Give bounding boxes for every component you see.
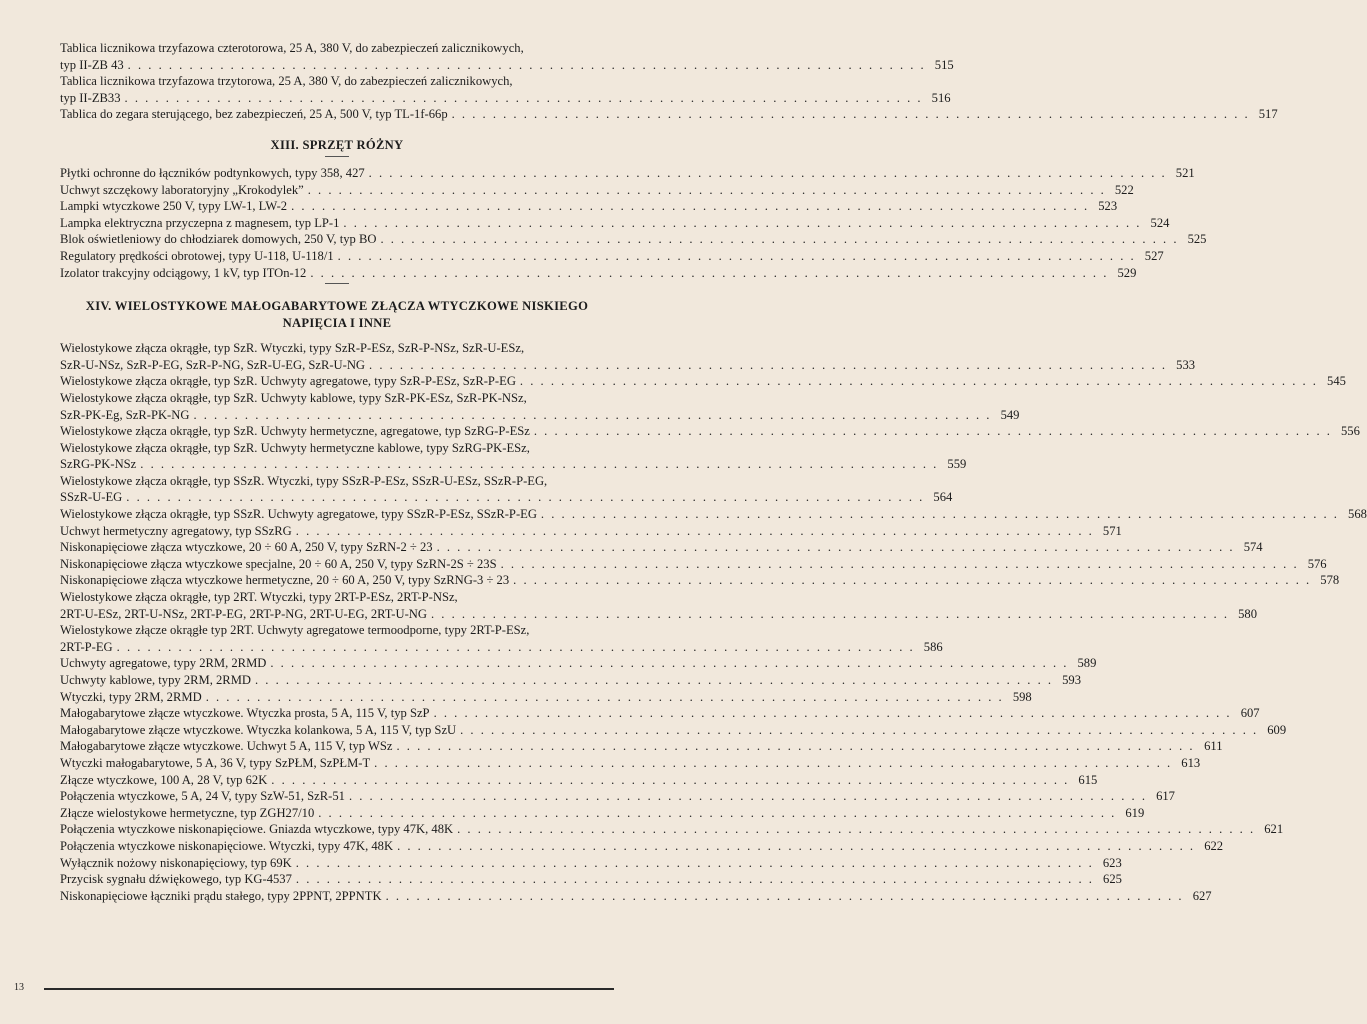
toc-entry	[60, 888, 1212, 905]
toc-entry-title: Połączenia wtyczkowe, 5 A, 24 V, typy SzW-51, SzR-51	[60, 789, 345, 804]
toc-entry-title: Izolator trakcyjny odciągowy, 1 kV, typ ITOn-12	[60, 265, 307, 280]
toc-entry-page: 622	[1204, 838, 1224, 853]
dot-leader: . . . . . . . . . . . . . . . . . . . . . . . . . . . . . . . . . . . . . . . . . . . . . . . . . . . . . . . . . . . . . . . . . . . . . . . . . . . . . .	[205, 689, 1004, 704]
dot-leader: . . . . . . . . . . . . . . . . . . . . . . . . . . . . . . . . . . . . . . . . . . . . . . . . . . . . . . . . . . . . . . . . . . . . . . . . . . . . . .	[255, 673, 1054, 687]
toc-entry-title: Uchwyt szczękowy laboratoryjny „Krokodylek”	[60, 182, 304, 197]
toc-entry-page: 556	[1341, 424, 1360, 439]
page-number: 13	[14, 982, 24, 993]
toc-entry-page: 516	[931, 90, 951, 105]
toc-entry-title: typ II-ZB 43	[60, 57, 124, 72]
toc-entry	[60, 805, 1145, 822]
dot-leader: . . . . . . . . . . . . . . . . . . . . . . . . . . . . . . . . . . . . . . . . . . . . . . . . . . . . . . . . . . . . . . . . . . . . . . . . . . . . . .	[436, 540, 1235, 555]
toc-entry	[60, 390, 1020, 423]
dot-leader: . . . . . . . . . . . . . . . . . . . . . . . . . . . . . . . . . . . . . . . . . . . . . . . . . . . . . . . . . . . . . . . . . . . . . . . . . . . . . .	[500, 556, 1299, 571]
toc-entry-title: Przycisk sygnału dźwiękowego, typ KG-4537	[60, 872, 292, 887]
toc-entry	[60, 705, 1260, 722]
toc-entry-page: 613	[1181, 755, 1201, 770]
toc-entry	[60, 106, 1278, 123]
toc-entry-title: 2RT-U-ESz, 2RT-U-NSz, 2RT-P-EG, 2RT-P-NG, 2RT-U-EG, 2RT-U-NG	[60, 606, 427, 621]
dot-leader: . . . . . . . . . . . . . . . . . . . . . . . . . . . . . . . . . . . . . . . . . . . . . . . . . . . . . . . . . . . . . . . . . . . . . . . . . . . . . .	[295, 872, 1094, 887]
toc-entry	[60, 655, 1097, 672]
toc-entry-title: Wielostykowe złącza okrągłe, typ SzR. Uchwyty hermetyczne, agregatowe, typ SzRG-P-ESz	[60, 424, 530, 439]
toc-section-xiv	[60, 340, 1367, 904]
toc-entry	[60, 572, 1340, 589]
section-heading-xiv-line1: XIV. WIELOSTYKOWE MAŁOGABARYTOWE ZŁĄCZA WTYCZKOWE NISKIEGO	[85, 299, 589, 314]
toc-entry-title: Uchwyty agregatowe, typy 2RM, 2RMD	[60, 656, 267, 671]
toc-entry	[60, 198, 1118, 215]
toc-entry	[60, 738, 1223, 755]
toc-entry	[60, 689, 1032, 706]
toc-entry-title: Wielostykowe złącza okrągłe, typ SSzR. Uchwyty agregatowe, typy SSzR-P-ESz, SSzR-P-EG	[60, 507, 537, 522]
toc-entry-title: Regulatory prędkości obrotowej, typy U-118, U-118/1	[60, 248, 334, 263]
toc-entry	[60, 165, 1195, 182]
toc-entry	[60, 182, 1134, 199]
toc-entry-title: SSzR-U-EG	[60, 490, 123, 505]
dot-leader: . . . . . . . . . . . . . . . . . . . . . . . . . . . . . . . . . . . . . . . . . . . . . . . . . . . . . . . . . . . . . . . . . . . . . . . . . . . . . .	[270, 656, 1069, 671]
dot-leader: . . . . . . . . . . . . . . . . . . . . . . . . . . . . . . . . . . . . . . . . . . . . . . . . . . . . . . . . . . . . . . . . . . . . . . . . . . . . . .	[307, 182, 1106, 197]
toc-entry	[60, 473, 953, 506]
toc-entry-title: SzR-U-NSz, SzR-P-EG, SzR-P-NG, SzR-U-EG, SzR-U-NG	[60, 357, 366, 372]
toc-column	[60, 40, 1367, 904]
toc-entry-title-line: Tablica licznikowa trzyfazowa czterotorowa, 25 A, 380 V, do zabezpieczeń zalicznikowych,	[60, 41, 524, 55]
footer-rule	[44, 988, 614, 990]
toc-entry	[60, 871, 1122, 888]
toc-entry-page: 609	[1267, 722, 1287, 737]
dot-leader: . . . . . . . . . . . . . . . . . . . . . . . . . . . . . . . . . . . . . . . . . . . . . . . . . . . . . . . . . . . . . . . . . . . . . . . . . . . . . .	[271, 772, 1070, 787]
dot-leader: . . . . . . . . . . . . . . . . . . . . . . . . . . . . . . . . . . . . . . . . . . . . . . . . . . . . . . . . . . . . . . . . . . . . . . . . . . . . . .	[533, 424, 1332, 439]
dot-leader: . . . . . . . . . . . . . . . . . . . . . . . . . . . . . . . . . . . . . . . . . . . . . . . . . . . . . . . . . . . . . . . . . . . . . . . . . . . . . .	[116, 639, 915, 654]
toc-entry-page: 525	[1187, 232, 1207, 247]
dot-leader: . . . . . . . . . . . . . . . . . . . . . . . . . . . . . . . . . . . . . . . . . . . . . . . . . . . . . . . . . . . . . . . . . . . . . . . . . . . . . .	[295, 855, 1094, 870]
toc-entry-title: 2RT-P-EG	[60, 639, 113, 654]
toc-entry-title: Złącze wtyczkowe, 100 A, 28 V, typ 62K	[60, 772, 268, 787]
toc-entry	[60, 589, 1257, 622]
dot-leader: . . . . . . . . . . . . . . . . . . . . . . . . . . . . . . . . . . . . . . . . . . . . . . . . . . . . . . . . . . . . . . . . . . . . . . . . . . . . . .	[513, 573, 1312, 588]
dot-leader: . . . . . . . . . . . . . . . . . . . . . . . . . . . . . . . . . . . . . . . . . . . . . . . . . . . . . . . . . . . . . . . . . . . . . . . . . . . . . .	[343, 215, 1142, 230]
toc-entry-title: Niskonapięciowe złącza wtyczkowe hermetyczne, 20 ÷ 60 A, 250 V, typy SzRNG-3 ÷ 23	[60, 573, 510, 588]
toc-entry	[60, 838, 1224, 855]
toc-entry	[60, 40, 954, 73]
toc-entry-title: Uchwyty kablowe, typy 2RM, 2RMD	[60, 673, 251, 687]
toc-entry-title-line: Wielostykowe złącza okrągłe, typ 2RT. Wtyczki, typy 2RT-P-ESz, 2RT-P-NSz,	[60, 590, 458, 605]
toc-entry	[60, 73, 951, 106]
dot-leader: . . . . . . . . . . . . . . . . . . . . . . . . . . . . . . . . . . . . . . . . . . . . . . . . . . . . . . . . . . . . . . . . . . . . . . . . . . . . . .	[396, 739, 1195, 754]
dot-leader: . . . . . . . . . . . . . . . . . . . . . . . . . . . . . . . . . . . . . . . . . . . . . . . . . . . . . . . . . . . . . . . . . . . . . . . . . . . . . .	[460, 722, 1259, 737]
toc-entry-title: Złącze wielostykowe hermetyczne, typ ZGH27/10	[60, 805, 315, 820]
dot-leader: . . . . . . . . . . . . . . . . . . . . . . . . . . . . . . . . . . . . . . . . . . . . . . . . . . . . . . . . . . . . . . . . . . . . . . . . . . . . . .	[385, 888, 1184, 903]
toc-entry-page: 576	[1307, 556, 1327, 571]
toc-entry-title: Tablica do zegara sterującego, bez zabezpieczeń, 25 A, 500 V, typ TL-1f-66p	[60, 107, 448, 122]
toc-entry-title: SzRG-PK-NSz	[60, 457, 137, 472]
toc-entry-page: 559	[947, 457, 967, 472]
toc-entry-title: Małogabarytowe złącze wtyczkowe. Wtyczka kolankowa, 5 A, 115 V, typ SzU	[60, 722, 457, 737]
toc-entry-title: Wtyczki małogabarytowe, 5 A, 36 V, typy SzPŁM, SzPŁM-T	[60, 755, 371, 770]
toc-entry-page: 580	[1238, 606, 1257, 621]
toc-entry-page: 586	[923, 639, 943, 654]
toc-entry	[60, 855, 1122, 872]
toc-entry-title: Małogabarytowe złącze wtyczkowe. Wtyczka prosta, 5 A, 115 V, typ SzP	[60, 706, 430, 721]
toc-entry-page: 533	[1176, 357, 1196, 372]
toc-entry-title: Niskonapięciowe łączniki prądu stałego, typy 2PPNT, 2PPNTK	[60, 888, 382, 903]
toc-entry-title-line: Wielostykowe złącza okrągłe, typ SSzR. Wtyczki, typy SSzR-P-ESz, SSzR-U-ESz, SSzR-P-EG,	[60, 473, 548, 488]
toc-entry-page: 564	[933, 490, 953, 505]
toc-entry	[60, 423, 1360, 440]
toc-entry-page: 623	[1102, 855, 1122, 870]
toc-entry	[60, 231, 1207, 248]
toc-entry-title: Płytki ochronne do łączników podtynkowych, typy 358, 427	[60, 165, 365, 180]
toc-entry-page: 515	[934, 57, 954, 72]
toc-entry-title-line: Wielostykowe złącza okrągłe, typ SzR. Wtyczki, typy SzR-P-ESz, SzR-P-NSz, SzR-U-ESz,	[60, 341, 525, 356]
toc-entry-title: Małogabarytowe złącze wtyczkowe. Uchwyt 5 A, 115 V, typ WSz	[60, 739, 393, 754]
toc-entry	[60, 539, 1263, 556]
toc-entry	[60, 506, 1367, 523]
toc-entry-title: Wtyczki, typy 2RM, 2RMD	[60, 689, 202, 704]
dot-leader: . . . . . . . . . . . . . . . . . . . . . . . . . . . . . . . . . . . . . . . . . . . . . . . . . . . . . . . . . . . . . . . . . . . . . . . . . . . . . .	[126, 490, 925, 505]
section-heading-xiii: XIII. SPRZĘT RÓŻNY	[270, 137, 404, 152]
dot-leader: . . . . . . . . . . . . . . . . . . . . . . . . . . . . . . . . . . . . . . . . . . . . . . . . . . . . . . . . . . . . . . . . . . . . . . . . . . . . . .	[124, 90, 923, 105]
toc-entry-page: 521	[1175, 165, 1195, 180]
toc-entry-page: 625	[1103, 872, 1122, 887]
toc-entry-page: 524	[1150, 215, 1170, 230]
toc-entry-page: 549	[1000, 407, 1020, 422]
toc-block-tables	[60, 40, 1278, 123]
toc-entry-page: 522	[1114, 182, 1134, 197]
toc-entry	[60, 788, 1175, 805]
dot-leader: . . . . . . . . . . . . . . . . . . . . . . . . . . . . . . . . . . . . . . . . . . . . . . . . . . . . . . . . . . . . . . . . . . . . . . . . . . . . . .	[127, 57, 926, 72]
toc-entry-page: 578	[1320, 573, 1340, 588]
toc-entry-title-line: Wielostykowe złącza okrągłe, typ SzR. Uchwyty kablowe, typy SzR-PK-ESz, SzR-PK-NSz,	[60, 390, 527, 405]
toc-entry	[60, 265, 1137, 282]
dot-leader: . . . . . . . . . . . . . . . . . . . . . . . . . . . . . . . . . . . . . . . . . . . . . . . . . . . . . . . . . . . . . . . . . . . . . . . . . . . . . .	[140, 457, 939, 472]
toc-entry	[60, 440, 967, 473]
dot-leader: . . . . . . . . . . . . . . . . . . . . . . . . . . . . . . . . . . . . . . . . . . . . . . . . . . . . . . . . . . . . . . . . . . . . . . . . . . . . . .	[457, 822, 1256, 837]
toc-entry-page: 589	[1077, 656, 1097, 671]
toc-entry-title: Połączenia wtyczkowe niskonapięciowe. Gniazda wtyczkowe, typy 47K, 48K	[60, 822, 454, 837]
toc-entry-page: 545	[1327, 374, 1346, 389]
dot-leader: . . . . . . . . . . . . . . . . . . . . . . . . . . . . . . . . . . . . . . . . . . . . . . . . . . . . . . . . . . . . . . . . . . . . . . . . . . . . . .	[433, 706, 1232, 721]
dot-leader: . . . . . . . . . . . . . . . . . . . . . . . . . . . . . . . . . . . . . . . . . . . . . . . . . . . . . . . . . . . . . . . . . . . . . . . . . . . . . .	[295, 523, 1094, 538]
toc-entry-page: 615	[1078, 772, 1098, 787]
toc-entry-page: 527	[1144, 248, 1164, 263]
dot-leader: . . . . . . . . . . . . . . . . . . . . . . . . . . . . . . . . . . . . . . . . . . . . . . . . . . . . . . . . . . . . . . . . . . . . . . . . . . . . . .	[318, 805, 1117, 820]
toc-entry	[60, 373, 1346, 390]
toc-entry-title: Niskonapięciowe złącza wtyczkowe specjalne, 20 ÷ 60 A, 250 V, typy SzRN-2S ÷ 23S	[60, 556, 497, 571]
toc-entry-page: 617	[1156, 789, 1175, 804]
toc-entry-page: 619	[1125, 805, 1145, 820]
section-heading-xiv-line2: NAPIĘCIA I INNE	[282, 316, 392, 331]
dot-leader: . . . . . . . . . . . . . . . . . . . . . . . . . . . . . . . . . . . . . . . . . . . . . . . . . . . . . . . . . . . . . . . . . . . . . . . . . . . . . .	[397, 838, 1196, 853]
toc-entry	[60, 523, 1122, 540]
toc-entry-page: 517	[1258, 107, 1278, 122]
dot-leader: . . . . . . . . . . . . . . . . . . . . . . . . . . . . . . . . . . . . . . . . . . . . . . . . . . . . . . . . . . . . . . . . . . . . . . . . . . . . . .	[368, 165, 1167, 180]
toc-entry-title: Wyłącznik nożowy niskonapięciowy, typ 69K	[60, 855, 292, 870]
toc-entry-title: Lampki wtyczkowe 250 V, typy LW-1, LW-2	[60, 199, 288, 214]
dot-leader: . . . . . . . . . . . . . . . . . . . . . . . . . . . . . . . . . . . . . . . . . . . . . . . . . . . . . . . . . . . . . . . . . . . . . . . . . . . . . .	[310, 265, 1109, 280]
toc-entry-title: SzR-PK-Eg, SzR-PK-NG	[60, 407, 190, 422]
toc-entry	[60, 215, 1170, 232]
dot-leader: . . . . . . . . . . . . . . . . . . . . . . . . . . . . . . . . . . . . . . . . . . . . . . . . . . . . . . . . . . . . . . . . . . . . . . . . . . . . . .	[451, 107, 1250, 122]
dot-leader: . . . . . . . . . . . . . . . . . . . . . . . . . . . . . . . . . . . . . . . . . . . . . . . . . . . . . . . . . . . . . . . . . . . . . . . . . . . . . .	[540, 507, 1339, 522]
toc-entry-page: 598	[1012, 689, 1032, 704]
toc-entry-page: 611	[1204, 739, 1223, 754]
toc-entry	[60, 556, 1327, 573]
toc-entry	[60, 248, 1164, 265]
toc-entry	[60, 722, 1287, 739]
toc-entry-title: Niskonapięciowe złącza wtyczkowe, 20 ÷ 60 A, 250 V, typy SzRN-2 ÷ 23	[60, 540, 433, 555]
toc-entry-title: typ II-ZB33	[60, 90, 121, 105]
toc-entry-title-line: Wielostykowe złącze okrągłe typ 2RT. Uchwyty agregatowe termoodporne, typy 2RT-P-ESz,	[60, 623, 530, 638]
dot-leader: . . . . . . . . . . . . . . . . . . . . . . . . . . . . . . . . . . . . . . . . . . . . . . . . . . . . . . . . . . . . . . . . . . . . . . . . . . . . . .	[348, 789, 1147, 804]
toc-entry-title: Blok oświetleniowy do chłodziarek domowych, 250 V, typ BO	[60, 232, 377, 247]
toc-entry	[60, 821, 1284, 838]
toc-section-xiii	[60, 165, 1207, 281]
toc-entry	[60, 672, 1082, 689]
dot-leader: . . . . . . . . . . . . . . . . . . . . . . . . . . . . . . . . . . . . . . . . . . . . . . . . . . . . . . . . . . . . . . . . . . . . . . . . . . . . . .	[430, 606, 1229, 621]
toc-entry-page: 627	[1192, 888, 1212, 903]
toc-entry-title: Lampka elektryczna przyczepna z magnesem, typ LP-1	[60, 215, 340, 230]
toc-entry-title: Uchwyt hermetyczny agregatowy, typ SSzRG	[60, 523, 292, 538]
toc-entry	[60, 340, 1196, 373]
toc-entry-title: Połączenia wtyczkowe niskonapięciowe. Wtyczki, typy 47K, 48K	[60, 838, 394, 853]
toc-entry-page: 607	[1240, 706, 1260, 721]
toc-entry	[60, 772, 1098, 789]
toc-entry-page: 593	[1062, 673, 1082, 687]
toc-entry-page: 621	[1264, 822, 1284, 837]
toc-entry-title-line: Tablica licznikowa trzyfazowa trzytorowa, 25 A, 380 V, do zabezpieczeń zalicznikowych,	[60, 74, 513, 89]
toc-entry-title-line: Wielostykowe złącza okrągłe, typ SzR. Uchwyty hermetyczne kablowe, typy SzRG-PK-ESz,	[60, 440, 530, 455]
toc-entry	[60, 622, 943, 655]
dot-leader: . . . . . . . . . . . . . . . . . . . . . . . . . . . . . . . . . . . . . . . . . . . . . . . . . . . . . . . . . . . . . . . . . . . . . . . . . . . . . .	[369, 357, 1168, 372]
toc-entry-page: 571	[1102, 523, 1122, 538]
toc-entry-page: 523	[1098, 199, 1118, 214]
dot-leader: . . . . . . . . . . . . . . . . . . . . . . . . . . . . . . . . . . . . . . . . . . . . . . . . . . . . . . . . . . . . . . . . . . . . . . . . . . . . . .	[337, 248, 1136, 263]
toc-entry-page: 568	[1348, 507, 1367, 522]
toc-entry-page: 574	[1243, 540, 1263, 555]
toc-entry	[60, 755, 1201, 772]
dot-leader: . . . . . . . . . . . . . . . . . . . . . . . . . . . . . . . . . . . . . . . . . . . . . . . . . . . . . . . . . . . . . . . . . . . . . . . . . . . . . .	[193, 407, 992, 422]
toc-entry-page: 529	[1117, 265, 1137, 280]
dot-leader: . . . . . . . . . . . . . . . . . . . . . . . . . . . . . . . . . . . . . . . . . . . . . . . . . . . . . . . . . . . . . . . . . . . . . . . . . . . . . .	[380, 232, 1179, 247]
dot-leader: . . . . . . . . . . . . . . . . . . . . . . . . . . . . . . . . . . . . . . . . . . . . . . . . . . . . . . . . . . . . . . . . . . . . . . . . . . . . . .	[291, 199, 1090, 214]
section-heading-xiv	[60, 298, 614, 332]
dot-leader: . . . . . . . . . . . . . . . . . . . . . . . . . . . . . . . . . . . . . . . . . . . . . . . . . . . . . . . . . . . . . . . . . . . . . . . . . . . . . .	[519, 374, 1318, 389]
toc-entry-title: Wielostykowe złącza okrągłe, typ SzR. Uchwyty agregatowe, typy SzR-P-ESz, SzR-P-EG	[60, 374, 516, 389]
dot-leader: . . . . . . . . . . . . . . . . . . . . . . . . . . . . . . . . . . . . . . . . . . . . . . . . . . . . . . . . . . . . . . . . . . . . . . . . . . . . . .	[374, 755, 1173, 770]
